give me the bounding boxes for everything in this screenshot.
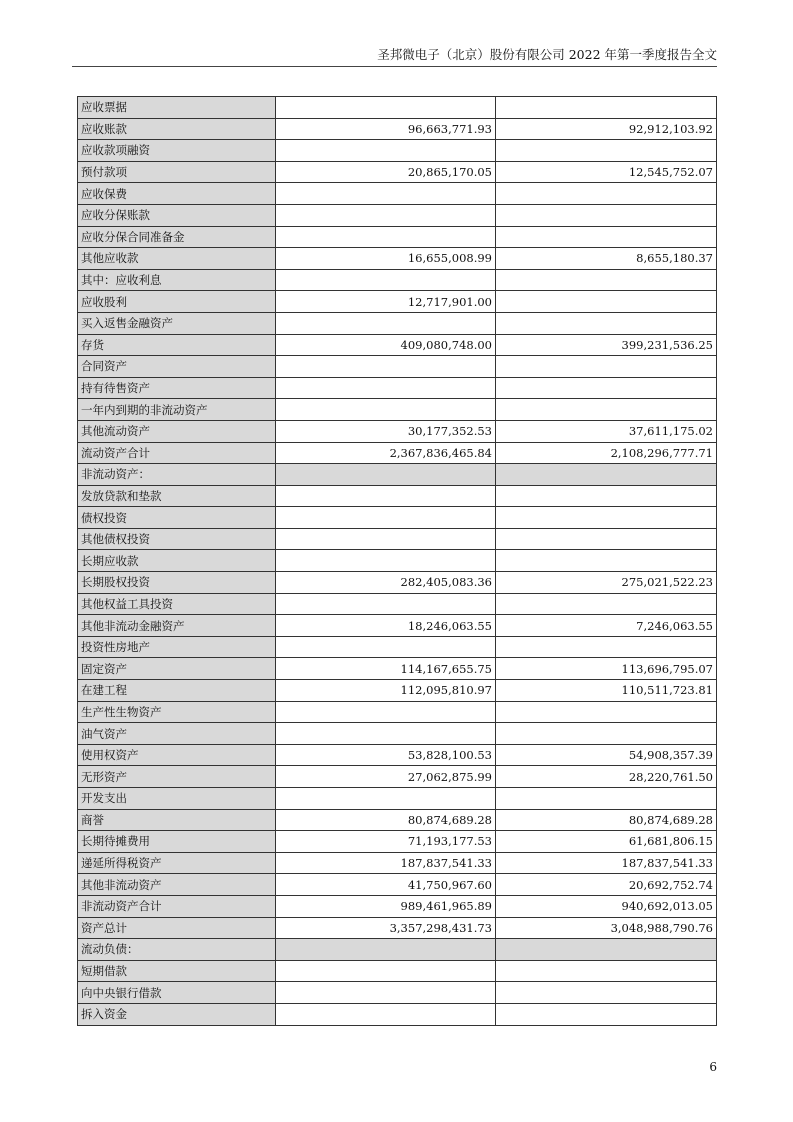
prior-period-value: [496, 960, 717, 982]
row-label: 其他应收款: [78, 248, 276, 270]
table-row: [78, 183, 717, 205]
table-row: [78, 334, 717, 356]
current-period-value: 112,095,810.97: [276, 680, 496, 702]
table-row: [78, 1003, 717, 1025]
current-period-value: [276, 528, 496, 550]
page-header: [72, 46, 717, 67]
current-period-value: [276, 204, 496, 226]
row-label: 其中：应收利息: [78, 269, 276, 291]
row-label: 持有待售资产: [78, 377, 276, 399]
row-label: 资产总计: [78, 917, 276, 939]
current-period-value: 282,405,083.36: [276, 572, 496, 594]
table-row: [78, 593, 717, 615]
row-label: 长期股权投资: [78, 572, 276, 594]
row-label: 预付款项: [78, 161, 276, 183]
table-row: [78, 572, 717, 594]
table-row: [78, 550, 717, 572]
table-row: [78, 291, 717, 313]
row-label: 短期借款: [78, 960, 276, 982]
current-period-value: 2,367,836,465.84: [276, 442, 496, 464]
current-period-value: [276, 377, 496, 399]
section-header-row: [78, 939, 717, 961]
prior-period-value: 61,681,806.15: [496, 831, 717, 853]
table-row: [78, 269, 717, 291]
row-label: 买入返售金融资产: [78, 312, 276, 334]
row-label: 其他债权投资: [78, 528, 276, 550]
prior-period-value: [496, 97, 717, 119]
prior-period-value: [496, 485, 717, 507]
current-period-value: [276, 399, 496, 421]
row-label: 一年内到期的非流动资产: [78, 399, 276, 421]
row-label: 合同资产: [78, 356, 276, 378]
row-label: 应收款项融资: [78, 140, 276, 162]
prior-period-value: [496, 464, 717, 486]
current-period-value: 41,750,967.60: [276, 874, 496, 896]
current-period-value: 989,461,965.89: [276, 895, 496, 917]
current-period-value: [276, 982, 496, 1004]
current-period-value: [276, 723, 496, 745]
table-row: [78, 140, 717, 162]
current-period-value: 80,874,689.28: [276, 809, 496, 831]
current-period-value: [276, 939, 496, 961]
current-period-value: [276, 464, 496, 486]
table-row: [78, 377, 717, 399]
current-period-value: 409,080,748.00: [276, 334, 496, 356]
row-label: 油气资产: [78, 723, 276, 745]
row-label: 长期应收款: [78, 550, 276, 572]
table-row: [78, 97, 717, 119]
current-period-value: 20,865,170.05: [276, 161, 496, 183]
table-row: [78, 442, 717, 464]
prior-period-value: [496, 312, 717, 334]
current-period-value: 114,167,655.75: [276, 658, 496, 680]
table-row: [78, 161, 717, 183]
prior-period-value: [496, 939, 717, 961]
row-label: 存货: [78, 334, 276, 356]
row-label: 长期待摊费用: [78, 831, 276, 853]
current-period-value: [276, 183, 496, 205]
prior-period-value: 54,908,357.39: [496, 744, 717, 766]
prior-period-value: [496, 528, 717, 550]
prior-period-value: [496, 204, 717, 226]
table-row: [78, 895, 717, 917]
table-row: [78, 399, 717, 421]
prior-period-value: 399,231,536.25: [496, 334, 717, 356]
prior-period-value: [496, 1003, 717, 1025]
current-period-value: 16,655,008.99: [276, 248, 496, 270]
prior-period-value: 37,611,175.02: [496, 420, 717, 442]
table-row: [78, 766, 717, 788]
table-row: [78, 982, 717, 1004]
current-period-value: 96,663,771.93: [276, 118, 496, 140]
row-label: 应收分保账款: [78, 204, 276, 226]
row-label: 流动负债：: [78, 939, 276, 961]
current-period-value: 12,717,901.00: [276, 291, 496, 313]
row-label: 无形资产: [78, 766, 276, 788]
prior-period-value: 3,048,988,790.76: [496, 917, 717, 939]
current-period-value: 71,193,177.53: [276, 831, 496, 853]
prior-period-value: [496, 788, 717, 810]
prior-period-value: 7,246,063.55: [496, 615, 717, 637]
current-period-value: [276, 701, 496, 723]
table-row: [78, 874, 717, 896]
table-row: [78, 420, 717, 442]
prior-period-value: [496, 982, 717, 1004]
row-label: 其他流动资产: [78, 420, 276, 442]
prior-period-value: [496, 140, 717, 162]
prior-period-value: 8,655,180.37: [496, 248, 717, 270]
row-label: 应收保费: [78, 183, 276, 205]
row-label: 债权投资: [78, 507, 276, 529]
current-period-value: 187,837,541.33: [276, 852, 496, 874]
balance-sheet-body: [78, 97, 717, 1026]
table-row: [78, 118, 717, 140]
row-label: 投资性房地产: [78, 636, 276, 658]
row-label: 递延所得税资产: [78, 852, 276, 874]
prior-period-value: [496, 701, 717, 723]
table-row: [78, 204, 717, 226]
prior-period-value: 110,511,723.81: [496, 680, 717, 702]
current-period-value: [276, 226, 496, 248]
table-row: [78, 831, 717, 853]
table-row: [78, 485, 717, 507]
prior-period-value: 940,692,013.05: [496, 895, 717, 917]
table-row: [78, 658, 717, 680]
prior-period-value: [496, 723, 717, 745]
prior-period-value: [496, 226, 717, 248]
current-period-value: [276, 140, 496, 162]
current-period-value: [276, 550, 496, 572]
row-label: 固定资产: [78, 658, 276, 680]
prior-period-value: [496, 507, 717, 529]
prior-period-value: [496, 399, 717, 421]
current-period-value: 30,177,352.53: [276, 420, 496, 442]
table-row: [78, 226, 717, 248]
prior-period-value: [496, 269, 717, 291]
current-period-value: [276, 356, 496, 378]
prior-period-value: 275,021,522.23: [496, 572, 717, 594]
table-row: [78, 312, 717, 334]
table-row: [78, 788, 717, 810]
prior-period-value: 2,108,296,777.71: [496, 442, 717, 464]
page-number: 6: [709, 1060, 717, 1074]
prior-period-value: 113,696,795.07: [496, 658, 717, 680]
row-label: 生产性生物资产: [78, 701, 276, 723]
table-row: [78, 701, 717, 723]
current-period-value: [276, 312, 496, 334]
current-period-value: [276, 636, 496, 658]
row-label: 在建工程: [78, 680, 276, 702]
row-label: 应收股利: [78, 291, 276, 313]
prior-period-value: [496, 636, 717, 658]
prior-period-value: [496, 356, 717, 378]
prior-period-value: [496, 183, 717, 205]
table-row: [78, 528, 717, 550]
row-label: 使用权资产: [78, 744, 276, 766]
header-title: 圣邦微电子（北京）股份有限公司 2022 年第一季度报告全文: [377, 47, 717, 62]
prior-period-value: 92,912,103.92: [496, 118, 717, 140]
current-period-value: 3,357,298,431.73: [276, 917, 496, 939]
table-row: [78, 852, 717, 874]
prior-period-value: 28,220,761.50: [496, 766, 717, 788]
balance-sheet-table: [77, 96, 717, 1026]
table-row: [78, 615, 717, 637]
prior-period-value: 187,837,541.33: [496, 852, 717, 874]
row-label: 流动资产合计: [78, 442, 276, 464]
row-label: 应收票据: [78, 97, 276, 119]
table-row: [78, 248, 717, 270]
current-period-value: 27,062,875.99: [276, 766, 496, 788]
row-label: 发放贷款和垫款: [78, 485, 276, 507]
table-row: [78, 636, 717, 658]
prior-period-value: 80,874,689.28: [496, 809, 717, 831]
current-period-value: [276, 485, 496, 507]
row-label: 向中央银行借款: [78, 982, 276, 1004]
prior-period-value: [496, 291, 717, 313]
current-period-value: [276, 1003, 496, 1025]
row-label: 应收账款: [78, 118, 276, 140]
current-period-value: [276, 960, 496, 982]
row-label: 其他非流动资产: [78, 874, 276, 896]
table-row: [78, 960, 717, 982]
prior-period-value: [496, 593, 717, 615]
row-label: 开发支出: [78, 788, 276, 810]
current-period-value: [276, 97, 496, 119]
current-period-value: [276, 593, 496, 615]
prior-period-value: 12,545,752.07: [496, 161, 717, 183]
table-row: [78, 723, 717, 745]
prior-period-value: [496, 550, 717, 572]
table-row: [78, 507, 717, 529]
row-label: 应收分保合同准备金: [78, 226, 276, 248]
row-label: 非流动资产合计: [78, 895, 276, 917]
row-label: 拆入资金: [78, 1003, 276, 1025]
table-row: [78, 917, 717, 939]
current-period-value: 53,828,100.53: [276, 744, 496, 766]
current-period-value: [276, 788, 496, 810]
current-period-value: [276, 507, 496, 529]
table-row: [78, 680, 717, 702]
current-period-value: 18,246,063.55: [276, 615, 496, 637]
row-label: 其他权益工具投资: [78, 593, 276, 615]
prior-period-value: [496, 377, 717, 399]
row-label: 非流动资产：: [78, 464, 276, 486]
table-row: [78, 809, 717, 831]
row-label: 其他非流动金融资产: [78, 615, 276, 637]
table-row: [78, 744, 717, 766]
current-period-value: [276, 269, 496, 291]
prior-period-value: 20,692,752.74: [496, 874, 717, 896]
section-header-row: [78, 464, 717, 486]
table-row: [78, 356, 717, 378]
row-label: 商誉: [78, 809, 276, 831]
